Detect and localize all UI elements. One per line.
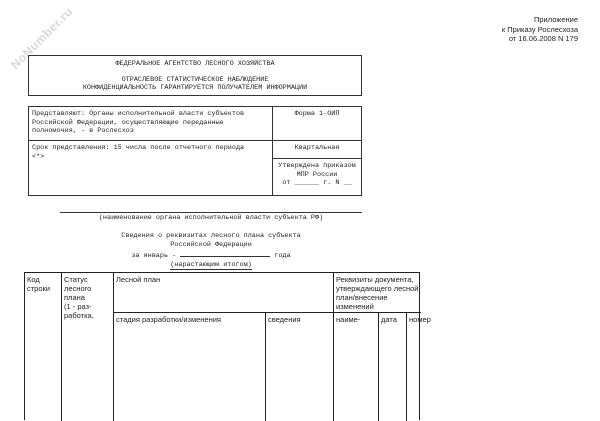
reporting-table	[28, 106, 362, 196]
approval-cell	[273, 159, 361, 195]
header-status	[62, 273, 114, 421]
subheader-number	[407, 313, 431, 421]
info-line-1: Сведения о реквизитах лесного плана субъекта	[121, 232, 301, 240]
doc-line-4: изменений	[336, 302, 374, 311]
doc-line-2: утверждающего лесной	[336, 284, 419, 293]
observation-title: ОТРАСЛЕВОЕ СТАТИСТИЧЕСКОЕ НАБЛЮДЕНИЕ	[121, 75, 269, 84]
info-line-3	[60, 249, 362, 261]
approval-line-3: от ______ г. N __	[282, 179, 352, 187]
appendix-line-1: Приложение	[534, 15, 578, 24]
plan-table	[24, 272, 431, 420]
period-blank[interactable]	[180, 249, 270, 257]
subheader-date-label: дата	[381, 315, 397, 324]
subheader-stage	[114, 313, 266, 421]
status-line-2: лесного	[64, 284, 92, 293]
info-heading	[60, 232, 362, 270]
status-line-5: работка,	[64, 311, 94, 320]
agency-name: ФЕДЕРАЛЬНОЕ АГЕНТСТВО ЛЕСНОГО ХОЗЯЙСТВА	[115, 60, 275, 68]
status-line-1: Статус	[64, 275, 88, 284]
status-line-4: (1 - раз-	[64, 302, 92, 311]
agency-box	[28, 55, 362, 96]
header-plan-label: Лесной план	[116, 275, 161, 284]
submitters-line-3: полномочия, - в Рослесхоз	[32, 127, 134, 135]
subheader-stage-label: стадия разработки/изменения	[116, 315, 221, 324]
approval-line-1: Утверждена приказом	[278, 162, 356, 170]
watermark: NoNumber.ru	[8, 4, 76, 72]
subheader-date	[379, 313, 407, 421]
submitters-line-1: Представляют: Органы исполнительной власти субъектов	[32, 110, 245, 118]
organ-caption: (наименование органа исполнительной власти субъекта РФ)	[60, 212, 362, 222]
deadline-line-1: Срок представления: 15 числа после отчетного периода	[32, 144, 245, 152]
doc-line-1: Реквизиты документа,	[336, 275, 414, 284]
cumulative-note: (нарастающим итогом)	[170, 260, 252, 269]
header-document	[334, 273, 421, 313]
subheader-info-label: сведения	[268, 315, 301, 324]
appendix-line-3: от 16.06.2008 N 179	[508, 34, 578, 43]
form-code: Форма 1-ОИП	[294, 110, 340, 118]
info-line-4	[60, 261, 362, 271]
period-cell	[273, 141, 361, 159]
appendix-note	[428, 15, 578, 44]
confidentiality-note: КОНФИДЕНЦИАЛЬНОСТЬ ГАРАНТИРУЕТСЯ ПОЛУЧАТЕЛЕМ ИНФОРМАЦИИ	[82, 84, 308, 92]
info-line-2: Российской Федерации	[170, 240, 252, 249]
period-label: Квартальная	[294, 144, 340, 152]
submitters-cell	[29, 107, 273, 141]
subheader-info	[266, 313, 334, 421]
status-line-3: плана	[64, 293, 85, 302]
doc-line-3: план/внесение	[336, 293, 388, 302]
header-code-label: Код строки	[27, 275, 50, 293]
form-cell	[273, 107, 361, 141]
period-suffix: года	[270, 252, 291, 260]
approval-line-2: МПР России	[296, 170, 338, 179]
submitters-line-2: Российской Федерации, осуществляющие переданные	[32, 118, 224, 127]
header-code	[25, 273, 62, 421]
subheader-number-label: номер	[409, 315, 431, 324]
header-plan	[114, 273, 334, 313]
period-prefix: за январь -	[131, 252, 181, 260]
subheader-name-label: наиме-	[336, 315, 361, 324]
appendix-line-2: к Приказу Рослесхоза	[501, 24, 578, 34]
subheader-name	[334, 313, 379, 421]
deadline-line-2: <*>	[32, 152, 45, 161]
deadline-cell	[29, 141, 273, 195]
